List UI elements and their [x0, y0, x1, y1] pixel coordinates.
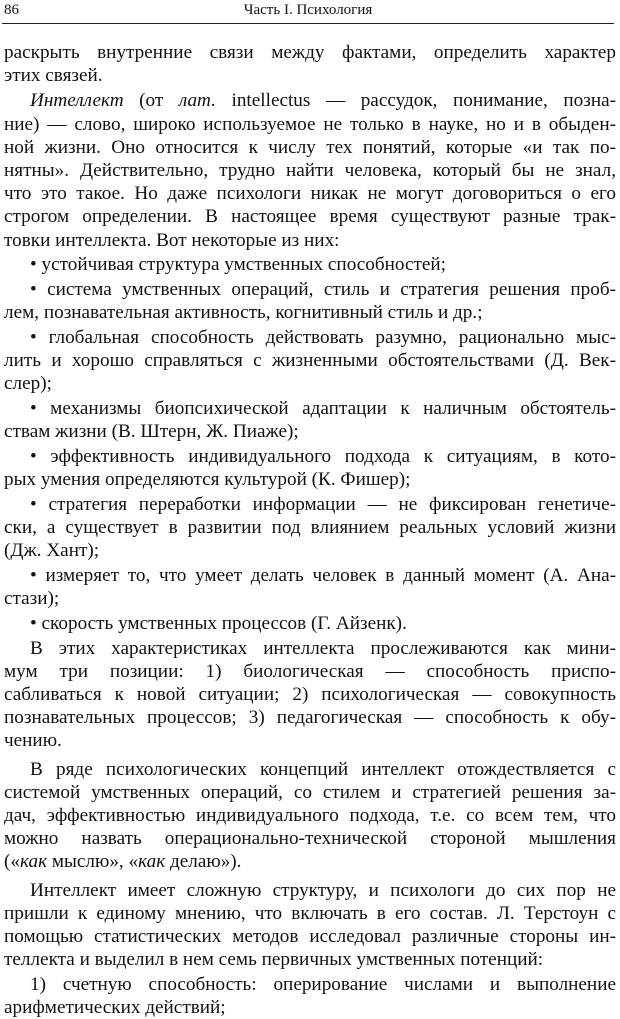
text-line: этих связей. [4, 65, 103, 87]
bullet-item: • механизмы биопсихической адаптации к наличным обстоятель- [30, 398, 616, 420]
text-line: можно назвать операционально-технической стороной мышления [4, 828, 616, 850]
page-number: 86 [4, 2, 19, 18]
text-line: Интеллект имеет сложную структуру, и психологи до сих пор не [30, 879, 616, 901]
term-intellect: Интеллект [30, 90, 124, 112]
lat-abbreviation: лат. [178, 90, 216, 112]
text-line: лем, познавательная активность, когнитивный стиль и др.; [4, 302, 483, 324]
text-line: слер); [4, 373, 52, 395]
running-title: Часть I. Психология [243, 2, 373, 18]
text-line: познавательных процессов; 3) педагогическая — способность к обу- [4, 707, 616, 729]
text-line: стази); [4, 588, 60, 610]
text-line: ствам жизни (В. Штерн, Ж. Пиаже); [4, 421, 299, 443]
text-line: дач, эффективностью индивидуального подхода, т.е. со всем тем, что [4, 805, 616, 826]
text-line: мум три позиции: 1) биологическая — способность приспо- [4, 660, 616, 682]
text-fragment: (« [4, 851, 20, 873]
bullet-item: • измеряет то, что умеет делать человек в данный момент (А. Ана- [30, 564, 616, 586]
text-line [4, 89, 616, 112]
text-line [4, 850, 616, 873]
bullet-item: • стратегия переработки информации — не фиксирован генетиче- [30, 493, 616, 515]
text-line: сабливаться к новой ситуации; 2) психологическая — совокупность [4, 683, 616, 705]
bullet-item: • скорость умственных процессов (Г. Айзенк). [30, 612, 407, 634]
text-line: строгом определении. В настоящее время существуют разные трак- [4, 206, 616, 228]
page-content [4, 41, 616, 1019]
text-line: ски, а существует в развитии под влиянием реальных условий жизни [4, 517, 616, 539]
text-line: лить и хорошо справляться с жизненными обстоятельствами (Д. Век- [4, 350, 616, 372]
italic-word: как [138, 851, 166, 873]
text-fragment: делаю»). [165, 851, 242, 873]
text-line: В этих характеристиках интеллекта прослеживаются как мини- [30, 637, 616, 659]
text-line: помощью статистических методов исследовал различные стороны ин- [4, 926, 616, 948]
bullet-item: • система умственных операций, стиль и стратегия решения проб- [30, 279, 616, 301]
text-line: раскрыть внутренние связи между фактами, определить характер [4, 42, 616, 63]
bullet-item: • эффективность индивидуального подхода к ситуациям, в кото- [30, 445, 616, 467]
text-line: что это такое. Но даже психологи никак не могут договориться о его [4, 183, 616, 205]
text-line: 1) счетную способность: оперирование числами и выполнение [30, 973, 616, 995]
text-fragment: мыслю», « [47, 851, 139, 873]
text-line: арифметических действий; [4, 997, 226, 1019]
page-header [2, 1, 614, 24]
text-line: теллекта и выделил в нем семь первичных умственных потенций: [4, 949, 544, 971]
bullet-item: • устойчивая структура умственных способностей; [30, 254, 447, 276]
text-line: рых умения определяются культурой (К. Фишер); [4, 469, 411, 491]
text-line: ной жизни. Оно относится к числу тех понятий, которые «и так по- [4, 136, 616, 158]
text-fragment: (от [123, 90, 179, 112]
bullet-item: • глобальная способность действовать разумно, рационально мыс- [30, 326, 616, 348]
text-line: товки интеллекта. Вот некоторые из них: [4, 229, 340, 251]
text-line: В ряде психологических концепций интеллект отождествляется с [30, 758, 616, 780]
text-line: (Дж. Хант); [4, 540, 100, 562]
text-line: системой умственных операций, со стилем и стратегией решения за- [4, 781, 616, 803]
italic-word: как [19, 851, 48, 873]
text-line: ние) — слово, широко используемое не только в науке, но и в обыден- [4, 113, 616, 135]
text-line: пришли к единому мнению, что включать в его состав. Л. Терстоун с [4, 902, 616, 924]
text-line: нятны». Действительно, трудно найти человека, который бы не знал, [4, 160, 616, 182]
text-fragment: intellectus — рассудок, понимание, позна- [215, 90, 616, 112]
text-line: чению. [4, 730, 62, 752]
